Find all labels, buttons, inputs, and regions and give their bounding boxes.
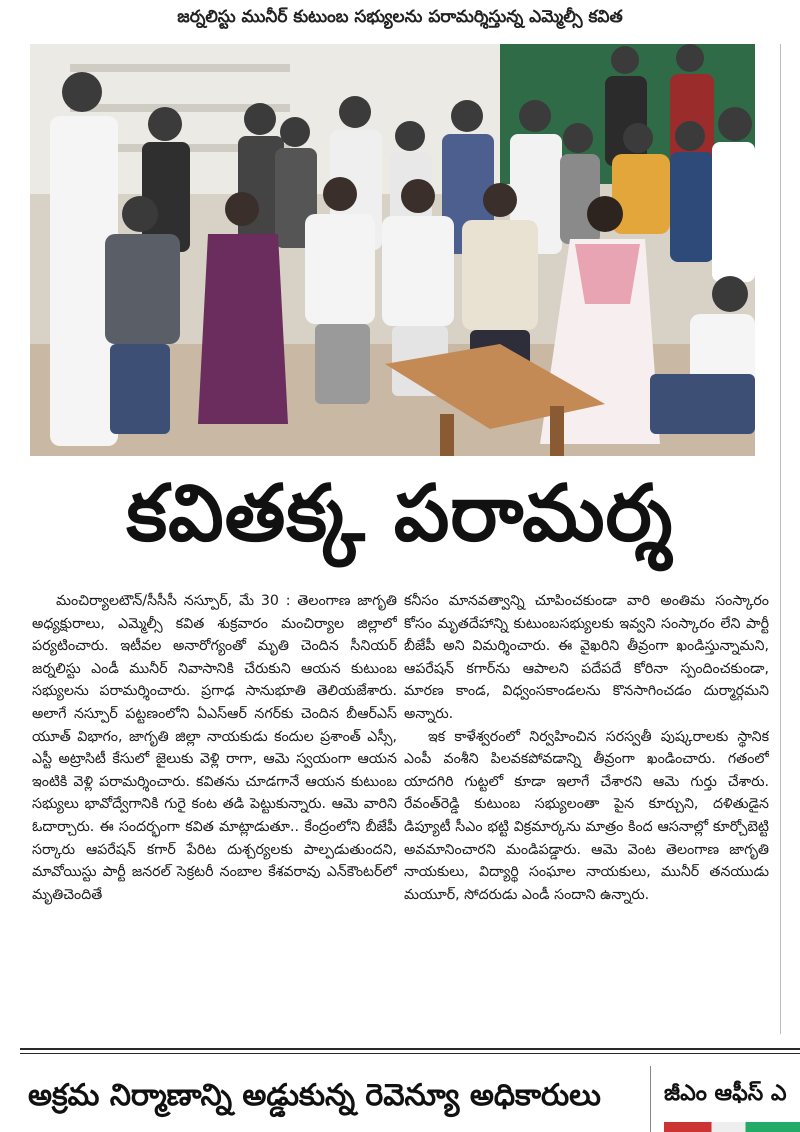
side-article-headline: జీఎం ఆఫీస్ ఎ	[664, 1081, 787, 1106]
article-paragraph: మంచిర్యాలటౌన్/సీసీసీ నస్పూర్, మే 30 : తెలంగాణ జాగృతి అధ్యక్షురాలు, ఎమ్మెల్సీ కవిత శుక్రవారం మంచిర్యాల జిల్లాలో పర్యటించారు. ఇటీవల అనారోగ్యంతో మృతి చెందిన సీనియర్ జర్నలిస్టు ఎండీ మునీర్ నివాసానికి చేరుకుని ఆయన కుటుంబ సభ్యులను పరామర్శించారు. ప్రగాఢ సానుభూతి తెలియజేశారు. అలాగే నస్పూర్ పట్టణంలోని ఏఎస్ఆర్ నగర్‌కు చెందిన బీఆర్ఎస్ యూత్ విభాగం, జాగృతి జిల్లా నాయకుడు కందుల ప్రశాంత్ ఎస్సీ, ఎస్టీ అట్రాసిటీ కేసులో జైలుకు వెళ్లి రాగా, ఆమె స్వయంగా ఆయన ఇంటికి వెళ్లి పరామర్శించారు. కవితను చూడగానే ఆయన కుటుంబ సభ్యులు భావోద్వేగానికి గురై కంట తడి పెట్టుకున్నారు. ఆమె వారిని ఓదార్చారు. ఈ సందర్భంగా కవిత మాట్లాడుతూ.. కేంద్రంలోని బీజేపీ సర్కారు ఆపరేషన్ కగార్ పేరిట దుశ్చర్యలకు పాల్పడుతుందని, మావోయిస్టు పార్టీ జనరల్ సెక్రటరీ నంబాల కేశవరావు ఎన్‌కౌంటర్‌లో మృతిచెందితే	[32, 593, 397, 903]
article-headline: కవితక్క పరామర్శ	[126, 468, 674, 559]
news-photo	[30, 44, 755, 456]
section-divider	[20, 1048, 800, 1050]
side-photo-strip	[664, 1122, 800, 1132]
column-divider	[780, 44, 781, 1034]
article-paragraph: కనీసం మానవత్వాన్ని చూపించకుండా వారి అంతిమ సంస్కారం కోసం మృతదేహాన్ని కుటుంబసభ్యులకు ఇవ్వని సంస్కారం లేని పార్టీ బీజేపీ అని విమర్శించారు. ఈ వైఖరిని తీవ్రంగా ఖండిస్తున్నామని, ఆపరేషన్ కగార్‌ను ఆపాలని పదేపదే కోరినా స్పందించకుండా, మారణ కాండ, విధ్వంసకాండలను కొనసాగించడం దుర్మార్గమని అన్నారు.	[404, 593, 769, 722]
article-column-left	[32, 590, 397, 1020]
bottom-column-divider	[650, 1066, 651, 1132]
article-paragraph: ఇక కాళేశ్వరంలో నిర్వహించిన సరస్వతీ పుష్కరాలకు స్థానిక ఎంపీ వంశీని పిలవకపోవడాన్ని తీవ్రంగా ఖండించారు. గతంలో యాదగిరి గుట్టలో కూడా ఇలాగే చేశారని ఆమె గుర్తు చేశారు. రేవంత్‌రెడ్డి కుటుంబ సభ్యులంతా పైన కూర్చుని, దళితుడైన డిప్యూటీ సీఎం భట్టి విక్రమార్కను మాత్రం కింద ఆసనాల్లో కూర్చోబెట్టి అవమానించారని మండిపడ్డారు. ఆమె వెంట తెలంగాణ జాగృతి నాయకులు, విద్యార్థి సంఘాల నాయకులు, మునీర్ తనయుడు మయూర్, సోదరుడు ఎండీ సందాని ఉన్నారు.	[404, 728, 769, 903]
section-divider-thin	[20, 1053, 800, 1054]
article-column-right	[404, 590, 769, 1020]
next-article-headline: అక్రమ నిర్మాణాన్ని అడ్డుకున్న రెవెన్యూ అధికారులు	[28, 1078, 601, 1113]
photo-caption: జర్నలిస్టు మునీర్ కుటుంబ సభ్యులను పరామర్శిస్తున్న ఎమ్మెల్సీ కవిత	[177, 7, 623, 27]
